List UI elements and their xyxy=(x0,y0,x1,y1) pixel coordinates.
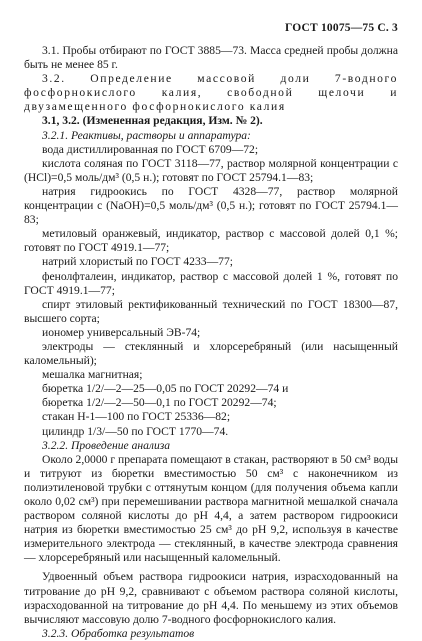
list-item-nacl: натрий хлористый по ГОСТ 4233—77; xyxy=(42,255,233,269)
list-item-phenolphthalein: фенолфталеин, индикатор, раствор с массовой долей 1 %, готовят по ГОСТ 4919.1—77; xyxy=(24,269,398,297)
list-item-beaker: стакан Н-1—100 по ГОСТ 25336—82; xyxy=(42,410,231,424)
list-item-ethanol: спирт этиловый ректификованный технический по ГОСТ 18300—87, высшего сорта; xyxy=(24,297,398,325)
page-content xyxy=(24,44,398,641)
list-item-burette-50: бюретка 1/2/—2—50—0,1 по ГОСТ 20292—74; xyxy=(42,396,277,410)
list-item-stirrer: мешалка магнитная; xyxy=(42,368,143,382)
list-item-methyl-orange: метиловый оранжевый, индикатор, раствор с массовой долей 0,1 %; готовят по ГОСТ 4919.1—77; xyxy=(24,227,398,255)
list-item-electrodes: электроды — стеклянный и хлорсеребряный (или насыщенный каломельный); xyxy=(24,339,398,368)
subheading-reagents: 3.2.1. Реактивы, растворы и аппаратура: xyxy=(42,128,251,142)
amendment-note: 3.1, 3.2. (Измененная редакция, Изм. № 2). xyxy=(42,114,263,128)
list-item-cylinder: цилиндр 1/3/—50 по ГОСТ 1770—74. xyxy=(42,424,229,438)
subheading-analysis: 3.2.2. Проведение анализа xyxy=(42,438,171,452)
page-header: ГОСТ 10075—75 С. 3 xyxy=(285,22,398,34)
list-item-burette-25: бюретка 1/2/—2—25—0,05 по ГОСТ 20292—74 и xyxy=(42,382,289,396)
list-item-hcl: кислота соляная по ГОСТ 3118—77, раствор молярной концентрации c (HCl)=0,5 моль/дм³ (0,5 н.); готовят по ГОСТ 25794.1—83; xyxy=(24,156,398,184)
subheading-results: 3.2.3. Обработка результатов xyxy=(42,626,195,640)
paragraph-3-1: 3.1. Пробы отбирают по ГОСТ 3885—73. Масса средней пробы должна быть не менее 85 г. xyxy=(24,44,398,72)
paragraph-calculation-basis: Удвоенный объем раствора гидроокиси натрия, израсходованный на титрование до pH 9,2, сравнивают с объемом раствора соляной кислоты, израсходованной на титрование до pH 4,4. По меньшему из этих объемов вычисляют массовую долю 7-водного фосфорнокислого калия. xyxy=(24,570,398,626)
paragraph-procedure: Около 2,0000 г препарата помещают в стакан, растворяют в 50 см³ воды и титруют из бюретки вместимостью 50 см³ с наконечником из полиэтиленовой трубки с оттянутым концом (для получения объема капли около 0,02 см³) при перемешивании раствора магнитной мешалкой сначала раствором соляной кислоты до pH 4,4, а затем раствором гидроокиси натрия из бюретки вместимостью 25 см³ до pH 9,2, используя в качестве измерительного электрода — стеклянный, в качестве электрода сравнения — хлорсеребряный или насыщенный каломельный. xyxy=(24,452,398,565)
list-item-water: вода дистиллированная по ГОСТ 6709—72; xyxy=(42,142,259,156)
list-item-naoh: натрия гидроокись по ГОСТ 4328—77, раствор молярной концентрации c (NaOH)=0,5 моль/дм³ (0,5 н.); готовят по ГОСТ 25794.1—83; xyxy=(24,184,398,227)
list-item-ionomer: иономер универсальный ЭВ-74; xyxy=(42,325,201,339)
heading-3-2: 3.2. Определение массовой доли 7-водного фосфорнокислого калия, свободной щелочи и двузамещенного фосфорнокислого калия xyxy=(24,72,398,114)
